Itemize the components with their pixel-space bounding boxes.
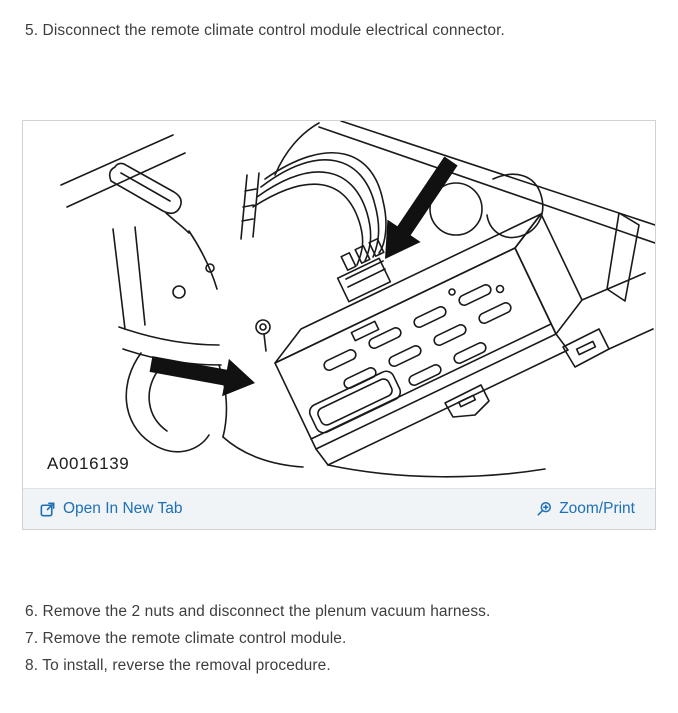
open-in-new-tab-icon	[39, 501, 56, 518]
magnifier-plus-icon	[536, 501, 552, 517]
step-text-7: 7. Remove the remote climate control module.	[25, 630, 347, 647]
zoom-print-label: Zoom/Print	[559, 500, 635, 517]
zoom-print-link[interactable]	[536, 500, 635, 518]
diagram-image	[23, 121, 655, 488]
step-text-8: 8. To install, reverse the removal procedure.	[25, 657, 331, 674]
figure-toolbar	[23, 488, 655, 529]
climate-module-diagram	[23, 121, 655, 488]
open-in-new-tab-label: Open In New Tab	[63, 500, 183, 517]
step-text-6: 6. Remove the 2 nuts and disconnect the plenum vacuum harness.	[25, 603, 491, 620]
open-in-new-tab-link[interactable]	[39, 500, 182, 518]
connector-callout-arrow	[385, 157, 458, 260]
step-text-5: 5. Disconnect the remote climate control module electrical connector.	[25, 22, 505, 39]
module-callout-arrow	[150, 356, 255, 396]
figure-panel	[22, 120, 656, 530]
steps-after-list	[25, 598, 490, 679]
figure-label: A0016139	[47, 454, 130, 473]
